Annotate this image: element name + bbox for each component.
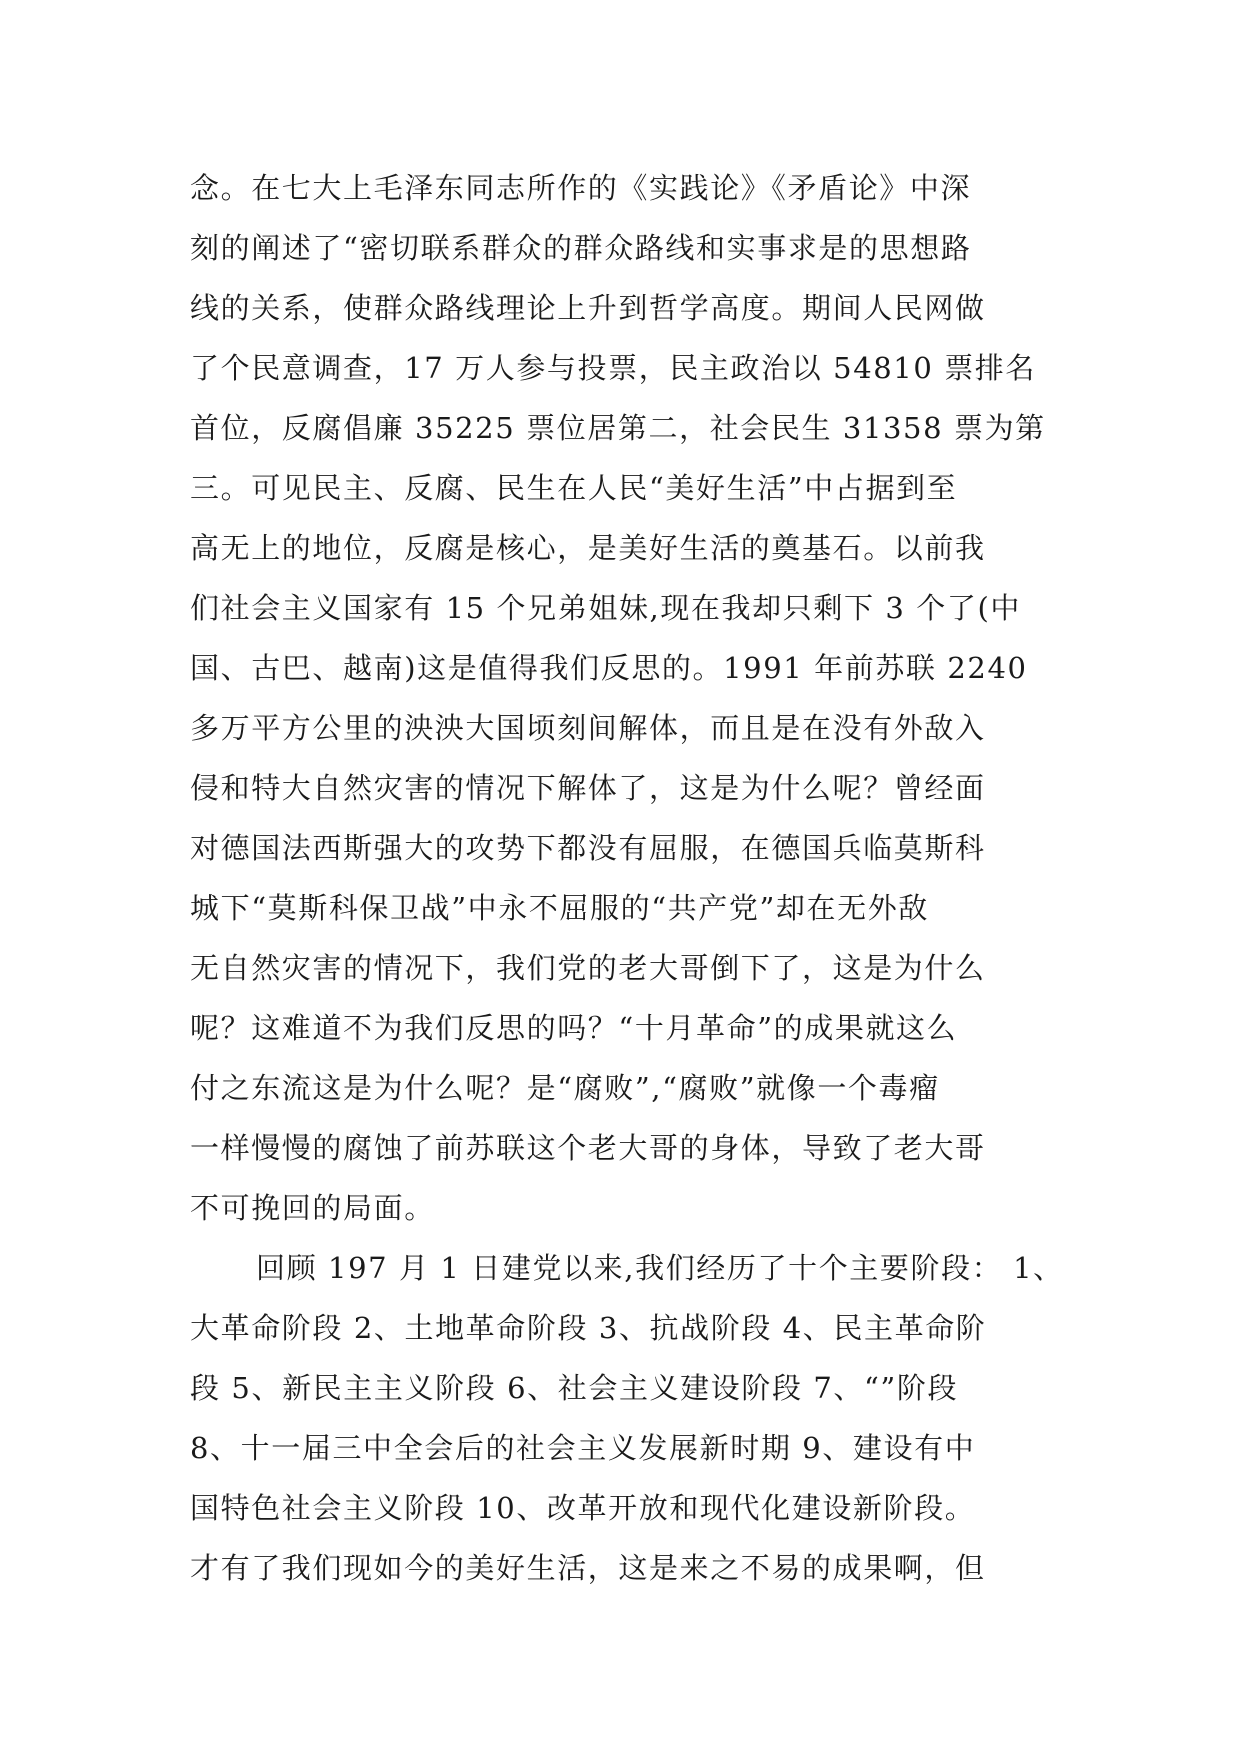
text-line: 国特色社会主义阶段 10、改革开放和现代化建设新阶段。 <box>190 1491 976 1525</box>
text-line: 呢？这难道不为我们反思的吗？“十月革命”的成果就这么 <box>190 1011 958 1045</box>
text-line: 首位，反腐倡廉 35225 票位居第二，社会民生 31358 票为第 <box>190 411 1046 445</box>
text-line: 高无上的地位，反腐是核心，是美好生活的奠基石。以前我 <box>190 531 986 565</box>
text-line: 念。在七大上毛泽东同志所作的《实践论》《矛盾论》中深 <box>190 171 972 205</box>
text-line: 8、十一届三中全会后的社会主义发展新时期 9、建设有中 <box>190 1431 976 1465</box>
text-line: 们社会主义国家有 15 个兄弟姐妹,现在我却只剩下 3 个了(中 <box>190 591 1021 625</box>
text-line: 刻的阐述了“密切联系群众的群众路线和实事求是的思想路 <box>190 231 972 265</box>
text-line: 侵和特大自然灾害的情况下解体了，这是为什么呢？曾经面 <box>190 771 986 805</box>
text-line: 多万平方公里的泱泱大国顷刻间解体，而且是在没有外敌入 <box>190 711 986 745</box>
text-line: 线的关系，使群众路线理论上升到哲学高度。期间人民网做 <box>190 291 986 325</box>
paragraph-start-line: 回顾 197 月 1 日建党以来,我们经历了十个主要阶段： 1、 <box>256 1251 1064 1285</box>
text-line: 无自然灾害的情况下，我们党的老大哥倒下了，这是为什么 <box>190 951 986 985</box>
body-text <box>190 158 1090 1598</box>
text-line: 才有了我们现如今的美好生活，这是来之不易的成果啊，但 <box>190 1551 986 1585</box>
text-line: 了个民意调查，17 万人参与投票，民主政治以 54810 票排名 <box>190 351 1037 385</box>
text-line: 一样慢慢的腐蚀了前苏联这个老大哥的身体，导致了老大哥 <box>190 1131 986 1165</box>
text-line: 段 5、新民主主义阶段 6、社会主义建设阶段 7、“”阶段 <box>190 1371 959 1405</box>
text-line: 不可挽回的局面。 <box>190 1191 435 1225</box>
text-line: 城下“莫斯科保卫战”中永不屈服的“共产党”却在无外敌 <box>190 891 929 925</box>
text-line: 三。可见民主、反腐、民生在人民“美好生活”中占据到至 <box>190 471 958 505</box>
text-line: 付之东流这是为什么呢？是“腐败”,“腐败”就像一个毒瘤 <box>190 1071 940 1105</box>
text-line: 大革命阶段 2、土地革命阶段 3、抗战阶段 4、民主革命阶 <box>190 1311 987 1345</box>
text-line: 国、古巴、越南)这是值得我们反思的。1991 年前苏联 2240 <box>190 651 1028 685</box>
text-line: 对德国法西斯强大的攻势下都没有屈服，在德国兵临莫斯科 <box>190 831 986 865</box>
